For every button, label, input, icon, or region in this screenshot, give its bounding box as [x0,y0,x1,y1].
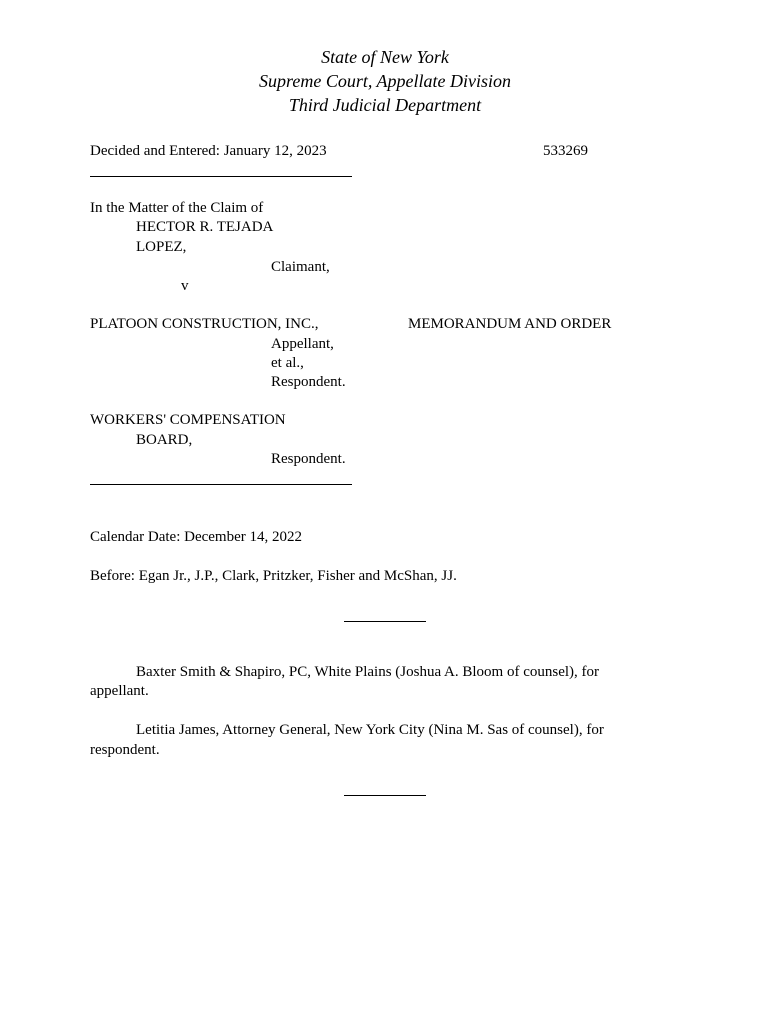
respondent-counsel-line2: respondent. [90,742,160,758]
board-name-line1: WORKERS' COMPENSATION [90,412,286,428]
caption-top-rule [90,176,352,177]
appellant-name: PLATOON CONSTRUCTION, INC., [90,316,319,332]
decided-entered-date: Decided and Entered: January 12, 2023 [90,143,327,159]
before-justices: Before: Egan Jr., J.P., Clark, Pritzker, Fisher and McShan, JJ. [90,568,457,584]
court-state-title: State of New York [321,47,449,67]
calendar-date: Calendar Date: December 14, 2022 [90,529,302,545]
appellant-counsel-line1: Baxter Smith & Shapiro, PC, White Plains (Joshua A. Bloom of counsel), for [136,664,600,680]
claimant-role: Claimant, [271,259,330,275]
claimant-name-line2: LOPEZ, [136,239,187,255]
respondent-counsel-line1: Letitia James, Attorney General, New York City (Nina M. Sas of counsel), for [136,722,604,738]
appellant-role: Appellant, [271,336,334,352]
caption-intro: In the Matter of the Claim of [90,200,264,216]
versus: v [181,278,189,294]
section-divider-2 [344,795,426,796]
respondent-role-2: Respondent. [271,451,346,467]
respondent-role-1: Respondent. [271,374,346,390]
document-type: MEMORANDUM AND ORDER [408,316,612,332]
court-division-title: Supreme Court, Appellate Division [259,71,511,91]
docket-number: 533269 [543,143,588,159]
board-name-line2: BOARD, [136,432,193,448]
claimant-name-line1: HECTOR R. TEJADA [136,219,274,235]
caption-bottom-rule [90,484,352,485]
et-al: et al., [271,355,304,371]
section-divider-1 [344,621,426,622]
appellant-counsel-line2: appellant. [90,683,149,699]
court-department-title: Third Judicial Department [288,95,482,115]
